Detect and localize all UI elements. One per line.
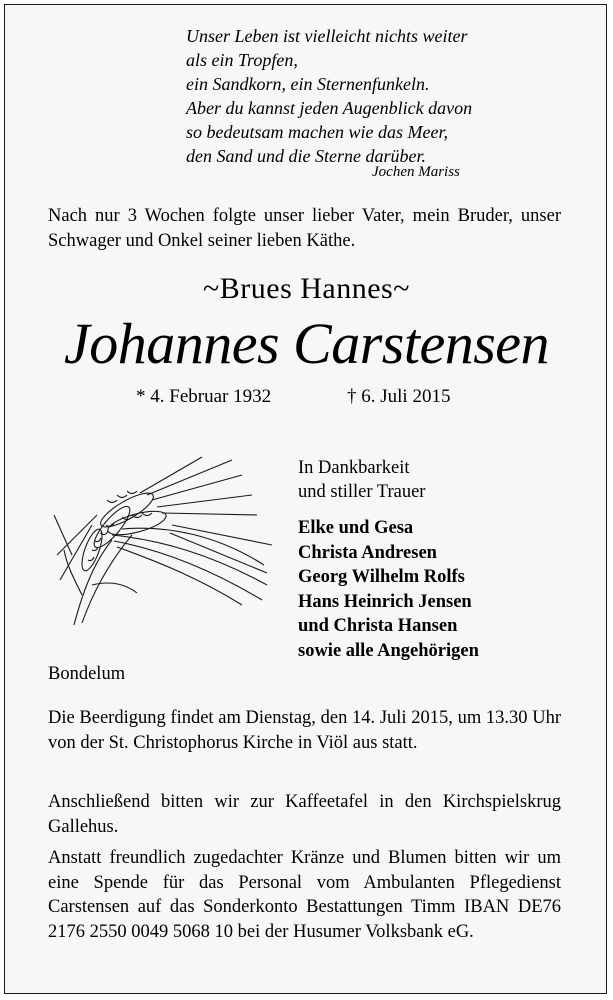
mourner: Elke und Gesa: [298, 518, 414, 538]
thanks-line: und stiller Trauer: [298, 482, 426, 502]
funeral-paragraph: Die Beerdigung findet am Dienstag, den 14. Juli 2015, um 13.30 Uhr von der St. Christophorus Kirche in Viöl aus statt.: [48, 708, 561, 753]
place-name: Bondelum: [48, 664, 126, 684]
death-date: † 6. Juli 2015: [347, 386, 451, 407]
nickname: ~Brues Hannes~: [203, 272, 410, 305]
thanks-note: [298, 456, 425, 504]
mourner: Georg Wilhelm Rolfs: [298, 567, 465, 587]
poem-line: Unser Leben ist vielleicht nichts weiter: [186, 26, 468, 46]
poem-line: den Sand und die Sterne darüber.: [186, 146, 426, 166]
birth-date: * 4. Februar 1932: [136, 386, 272, 407]
mourner: Hans Heinrich Jensen: [298, 591, 472, 612]
mourner: Christa Andresen: [298, 542, 437, 563]
wheat-ears-icon: [52, 455, 282, 630]
mourner: sowie alle Angehörigen: [298, 640, 479, 661]
mourner: und Christa Hansen: [298, 616, 458, 636]
mourners-list: [298, 516, 479, 663]
poem-line: so bedeutsam machen wie das Meer,: [186, 122, 448, 142]
deceased-name: Johannes Carstensen: [63, 311, 550, 376]
poem-line: als ein Tropfen,: [186, 50, 298, 70]
poem-line: ein Sandkorn, ein Sternenfunkeln.: [186, 74, 430, 94]
thanks-line: In Dankbarkeit: [298, 458, 410, 478]
poem: [186, 24, 566, 180]
poem-line: Aber du kannst jeden Augenblick davon: [186, 98, 473, 118]
intro-text: Nach nur 3 Wochen folgte unser lieber Vater, mein Bruder, unser Schwager und Onkel seiner lieben Käthe.: [48, 206, 561, 251]
donation-paragraph: Anstatt freundlich zugedachter Kränze und Blumen bitten wir um eine Spende für das Personal vom Ambulanten Pflegedienst Carstensen auf das Sonderkonto Bestattungen Timm IBAN DE76 2176 2550 0049 5068 10 bei der Husumer Volksbank eG.: [48, 848, 561, 942]
poem-author: Jochen Mariss: [372, 164, 460, 180]
coffee-paragraph: Anschließend bitten wir zur Kaffeetafel in den Kirchspielskrug Gallehus.: [48, 792, 561, 837]
